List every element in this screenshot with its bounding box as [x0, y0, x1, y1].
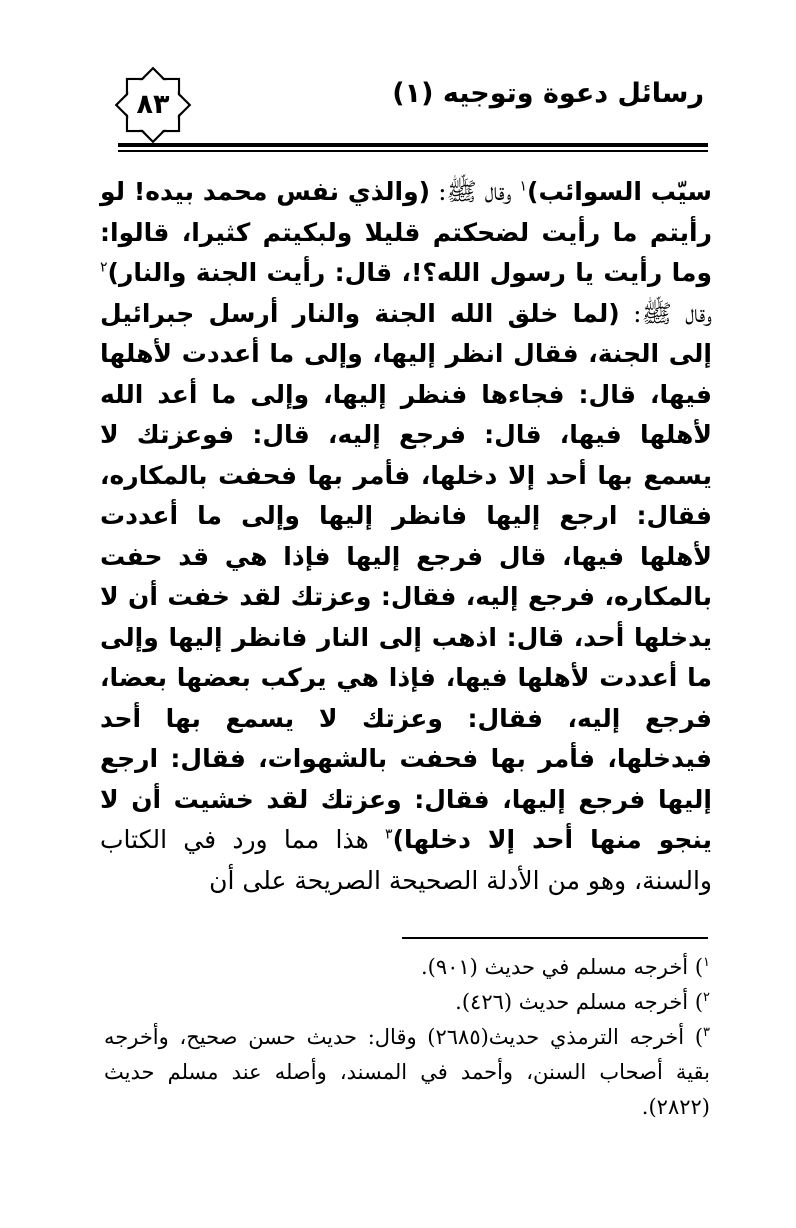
running-title: رسائل دعوة وتوجيه (١): [392, 78, 704, 109]
footnote-marker: ١: [703, 955, 710, 970]
page-number-badge: [110, 62, 196, 148]
footnote-ref: ١: [519, 178, 528, 195]
footnote-text: أخرجه مسلم في حديث (٩٠١).: [420, 955, 689, 979]
footnote-ref: ٢: [100, 259, 108, 276]
footnote-item: $^١$) أخرجه مسلم في حديث (٩٠١).: [420, 955, 710, 979]
footnote-separator: [402, 937, 708, 939]
footnote-item: $^٢$) أخرجه مسلم حديث (٤٢٦).: [455, 990, 710, 1014]
quote-text: (والذي نفس محمد بيده! لو رأيتم ما رأيت لضحكتم قليلا ولبكيتم كثيرا، قالوا: وما رأيت يا رسول الله؟!، قال: رأيت الجنة والنار): [100, 177, 712, 287]
footnote-marker: ٣: [703, 1025, 710, 1040]
quote-text: (لما خلق الله الجنة والنار أرسل جبرائيل إلى الجنة، فقال انظر إليها، وإلى ما أعددت لأهلها فيها، قال: فجاءها فنظر إليها، وإلى ما أعد الله لأهلها فيها، قال: فرجع إليه، قال: فوعزتك لا يسمع بها أحد إلا دخلها، فأمر بها فحفت بالمكاره، فقال: ارجع إليها فانظر إليها وإلى ما أعددت لأهلها فيها، قال فرجع إليها فإذا هي قد حفت بالمكاره، فرجع إليه، فقال: وعزتك لقد خفت أن لا يدخلها أحد، قال: اذهب إلى النار فانظر إليها وإلى ما أعددت لأهلها فيها، فإذا هي يركب بعضها بعضا، فرجع إليه، فقال: وعزتك لا يسمع بها أحد فيدخلها، فأمر بها فحفت بالشهوات، فقال: ارجع إليها فرجع إليها، فقال: وعزتك لقد خشيت أن لا ينجو منها أحد إلا دخلها): [100, 298, 712, 854]
narration-text: هذا مما ورد في الكتاب والسنة، وهو من الأدلة الصحيحة الصريحة على أن: [100, 825, 712, 895]
footnote-item: $^٣$) أخرجه الترمذي حديث(٢٦٨٥) وقال: حديث حسن صحيح، وأخرجه بقية أصحاب السنن، وأحمد في المسند، وأصله عند مسلم حديث (٢٨٢٢).: [104, 1025, 710, 1119]
body-paragraph: [100, 172, 712, 901]
footnotes: [104, 950, 710, 1125]
header-rule-thin: [118, 150, 708, 152]
header-rule-thick: [118, 143, 708, 147]
narration-text: وقال ﷺ:: [430, 177, 520, 206]
quote-text: سيّب السوائب): [527, 177, 712, 206]
narration-text: وقال ﷺ:: [619, 298, 712, 328]
page-number: ٨٣: [136, 89, 170, 120]
footnote-text: أخرجه مسلم حديث (٤٢٦).: [455, 990, 689, 1014]
footnote-ref: ٣: [385, 826, 393, 843]
footnote-text: أخرجه الترمذي حديث(٢٦٨٥) وقال: حديث حسن صحيح، وأخرجه بقية أصحاب السنن، وأحمد في المسند، وأصله عند مسلم حديث (٢٨٢٢).: [104, 1025, 710, 1119]
footnote-marker: ٢: [703, 990, 710, 1005]
